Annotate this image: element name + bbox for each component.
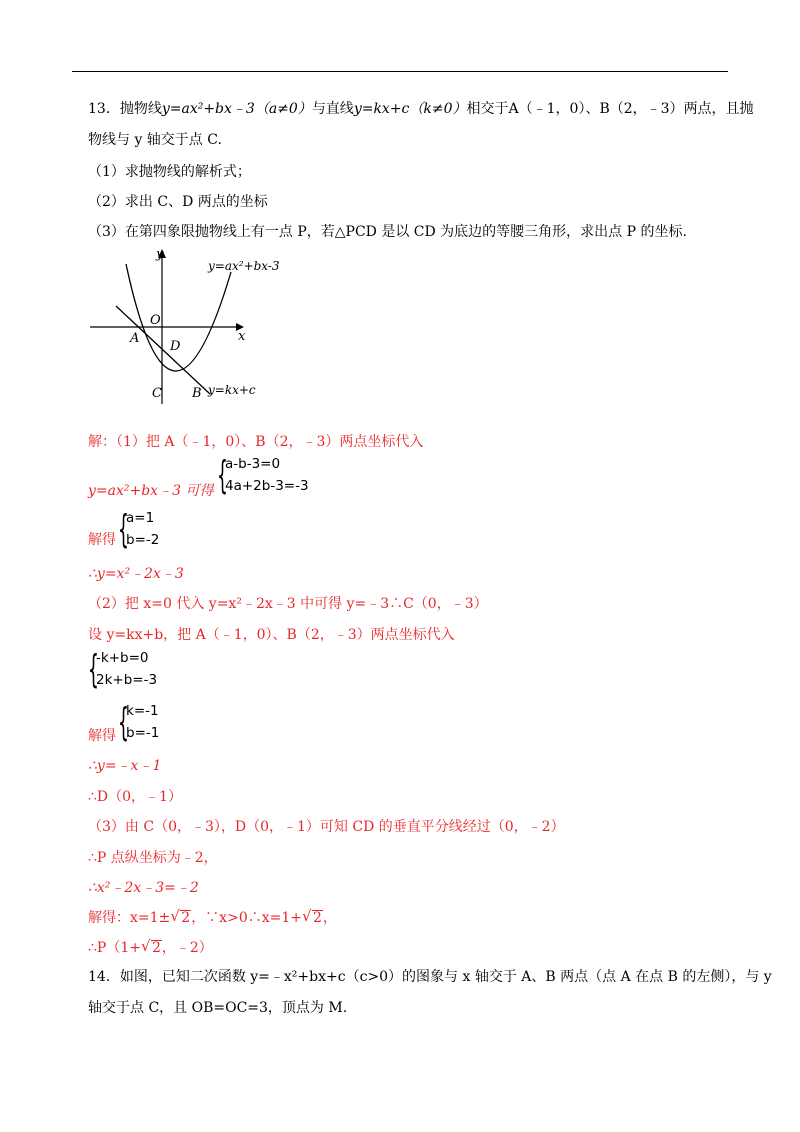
parabola-figure <box>86 244 286 408</box>
q13-line-1: 13．抛物线y=ax²+bx﹣3（a≠0）与直线y=kx+c（k≠0）相交于A（﹣1，0）、B（2，﹣3）两点，且抛 <box>88 101 754 117</box>
sol-line-5: 设 y=kx+b，把 A（﹣1，0）、B（2，﹣3）两点坐标代入 <box>88 627 455 643</box>
q13-parabola-eq: y=ax²+bx﹣3（a≠0） <box>161 101 312 117</box>
sol-line-10: ∴x²﹣2x﹣3=﹣2 <box>88 880 199 896</box>
sol-line-1: 解：（1）把 A（﹣1，0）、B（2，﹣3）两点坐标代入 <box>88 434 424 450</box>
sol-line-2: y=ax²+bx﹣3 可得 <box>88 483 214 499</box>
q14-line-1: 14．如图，已知二次函数 y=﹣x²+bx+c（c>0）的图象与 x 轴交于 A、B 两点（点 A 在点 B 的左侧），与 y <box>88 969 772 985</box>
sqrt-symbol: √ 2 <box>302 909 323 927</box>
sol-line-11: 解得：x=1±√ 2，∵x>0∴x=1+√ 2， <box>88 909 337 927</box>
sol-line-7: ∴D（0，﹣1） <box>88 789 182 805</box>
sol-solve-1: 解得 <box>88 532 116 548</box>
label-A: A <box>130 331 140 346</box>
q13-part-2: （2）求出 C、D 两点的坐标 <box>88 194 268 210</box>
q13-part-3: （3）在第四象限抛物线上有一点 P，若△PCD 是以 CD 为底边的等腰三角形，求出点 P 的坐标. <box>88 224 687 240</box>
parabola-curve <box>126 264 231 371</box>
label-O: O <box>150 313 161 328</box>
sol-line-6: ∴y=﹣x﹣1 <box>88 758 162 774</box>
sqrt-symbol: √ 2 <box>170 909 191 927</box>
q13-number: 13． <box>88 101 120 117</box>
label-line: y=kx+c <box>208 383 256 397</box>
label-y: y <box>156 247 164 262</box>
sol-line-8: （3）由 C（0，﹣3），D（0，﹣1）可知 CD 的垂直平分线经过（0，﹣2） <box>88 819 565 835</box>
q13-points: A（﹣1，0）、B（2，﹣3） <box>508 101 684 117</box>
sol-solve-2: 解得 <box>88 728 116 744</box>
label-B: B <box>192 386 202 401</box>
sol-line-3: ∴y=x²﹣2x﹣3 <box>88 566 184 582</box>
line-ykxc <box>116 306 210 394</box>
sol-line-4: （2）把 x=0 代入 y=x²﹣2x﹣3 中可得 y=﹣3∴C（0，﹣3） <box>88 596 488 612</box>
label-parabola: y=ax²+bx-3 <box>208 259 280 273</box>
q14-line-2: 轴交于点 C，且 OB=OC=3，顶点为 M. <box>88 1000 348 1016</box>
sol-line-12: ∴P（1+√ 2，﹣2） <box>88 939 213 957</box>
label-C: C <box>152 386 162 401</box>
sol-line-9: ∴P 点纵坐标为﹣2， <box>88 850 218 866</box>
sqrt-symbol: √ 2 <box>141 939 162 957</box>
q13-line-eq: y=kx+c（k≠0） <box>353 101 467 117</box>
label-x: x <box>238 329 246 344</box>
label-D: D <box>170 339 181 354</box>
q13-part-1: （1）求抛物线的解析式； <box>88 164 251 180</box>
header-rule <box>72 71 728 72</box>
q13-line-2: 物线与 y 轴交于点 C. <box>88 132 222 148</box>
